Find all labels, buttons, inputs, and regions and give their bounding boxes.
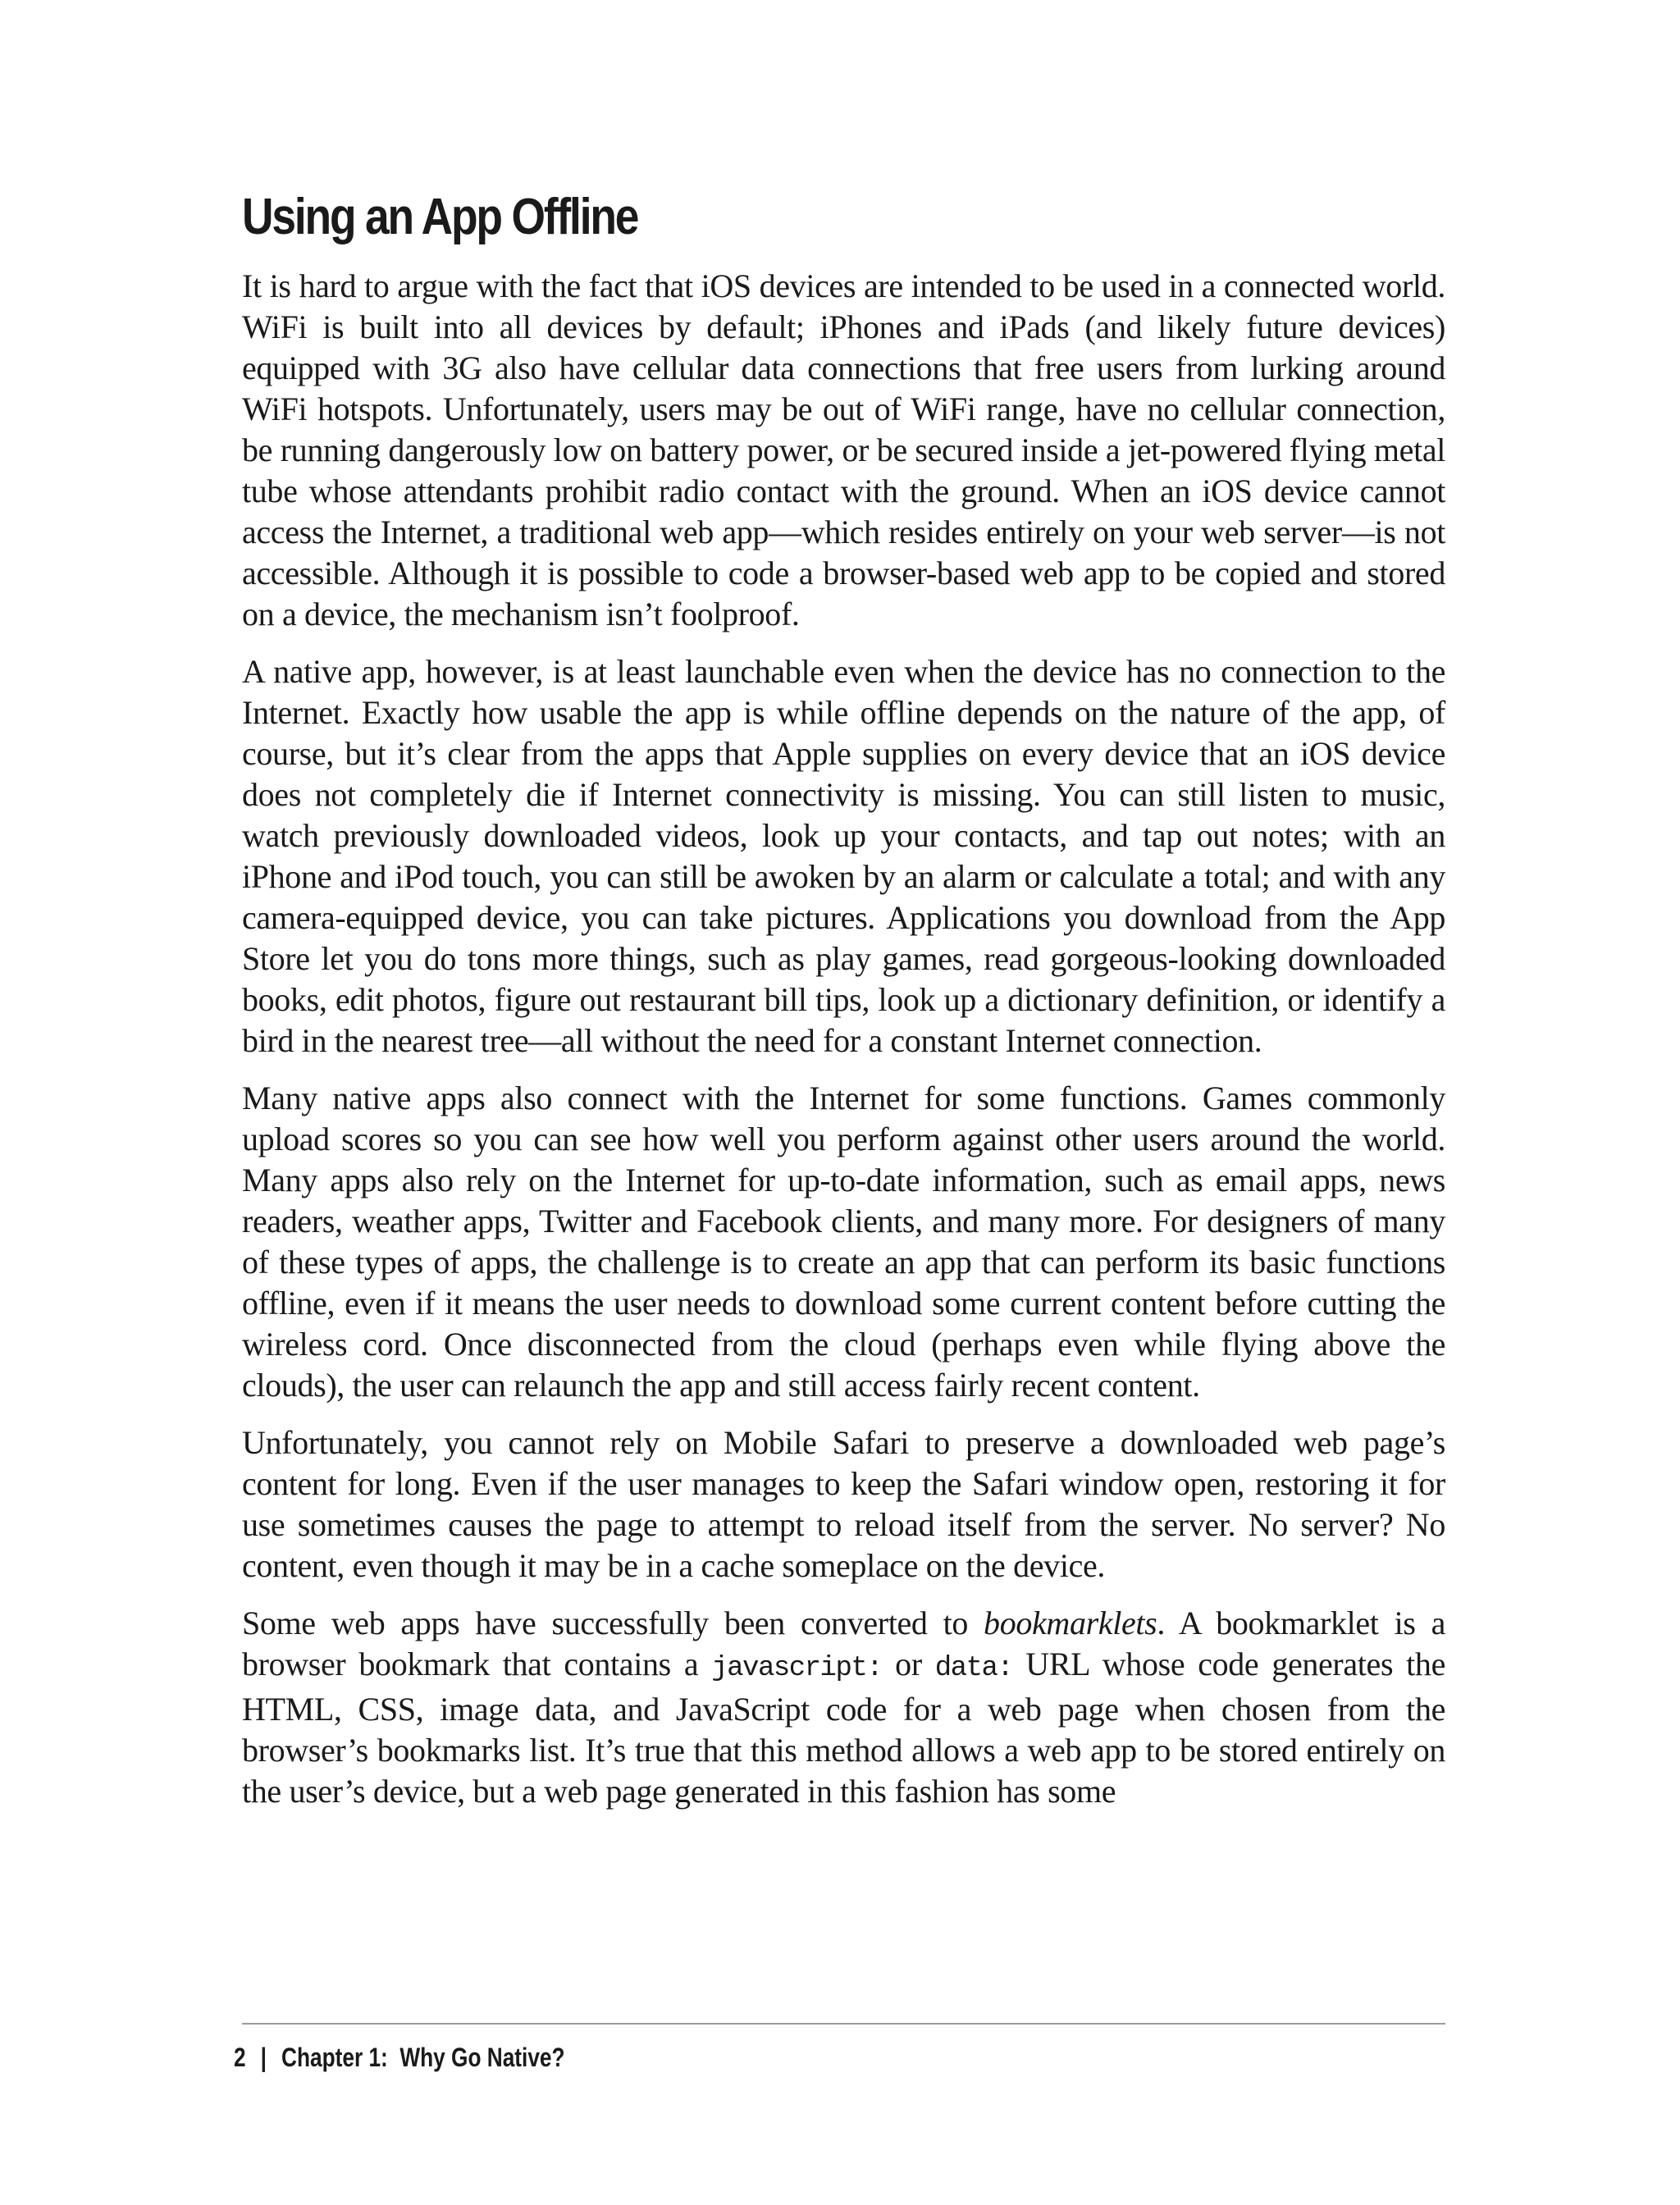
term-bookmarklets: bookmarklets (984, 1605, 1157, 1641)
paragraph-5-text-a: Some web apps have successfully been converted to (242, 1605, 984, 1641)
page-footer (234, 2039, 565, 2075)
paragraph-3: Many native apps also connect with the Internet for some functions. Games commonly upload scores so you can see how well you perform against other users around the world. Many apps also rely on the Internet for up-to-date information, such as email apps, news readers, weather apps, Twitter and Facebook clients, and many more. For designers of many of these types of apps, the challenge is to create an app that can perform its basic functions offline, even if it means the user needs to download some current content before cutting the wireless cord. Once disconnected from the cloud (perhaps even while flying above the clouds), the user can relaunch the app and still access fairly recent content. (242, 1080, 1445, 1404)
paragraph-5 (242, 1603, 1445, 1812)
page-body (242, 182, 1445, 1828)
paragraph-4: Unfortunately, you cannot rely on Mobile Safari to preserve a downloaded web page’s content for long. Even if the user manages to keep the Safari window open, restoring it for use sometimes causes the page to attempt to reload itself from the server. No server? No content, even though it may be in a cache someplace on the device. (242, 1424, 1445, 1584)
paragraph-5-text-d: URL whose code generates the HTML, CSS, image data, and JavaScript code for a web page when chosen from the browser’s bookmarks list. It’s true that this method allows a web app to be stored entirely on the user’s device, but a web page generated in this fashion has some (242, 1646, 1445, 1810)
paragraph-1: It is hard to argue with the fact that iOS devices are intended to be used in a connected world. WiFi is built into all devices by default; iPhones and iPads (and likely future devices) equipped with 3G also have cellular data connections that free users from lurking around WiFi hotspots. Unfortunately, users may be out of WiFi range, have no cellular connection, be running dangerously low on battery power, or be secured inside a jet-powered flying metal tube whose attendants prohibit radio contact with the ground. When an iOS device cannot access the Internet, a traditional web app—which resides entirely on your web server—is not accessible. Although it is possible to code a browser-based web app to be copied and stored on a device, the mechanism isn’t foolproof. (242, 267, 1445, 632)
paragraph-5-text-c: or (882, 1646, 935, 1682)
footer-separator: | (260, 2043, 267, 2072)
paragraph-2: A native app, however, is at least launchable even when the device has no connection to the Internet. Exactly how usable the app is while offline depends on the nature of the app, of course, but it’s clear from the apps that Apple supplies on every device that an iOS device does not completely die if Internet connectivity is missing. You can still listen to music, watch previously downloaded videos, look up your contacts, and tap out notes; with an iPhone and iPod touch, you can still be awoken by an alarm or calculate a total; and with any camera-equipped device, you can take pictures. Applications you download from the App Store let you do tons more things, such as play games, read gorgeous-looking downloaded books, edit photos, figure out restaurant bill tips, look up a dictionary definition, or identify a bird in the nearest tree—all without the need for a constant Internet connection. (242, 653, 1445, 1059)
paragraph-5-text-b: . A bookmarklet is a browser bookmark that contains a (242, 1605, 1445, 1682)
section-heading: Using an App Offline (242, 189, 638, 245)
footer-rule (242, 2023, 1445, 2025)
code-data-scheme: data: (934, 1653, 1013, 1684)
code-javascript-scheme: javascript: (711, 1653, 883, 1684)
page-number: 2 (234, 2043, 246, 2072)
chapter-title: Chapter 1: Why Go Native? (281, 2043, 565, 2072)
